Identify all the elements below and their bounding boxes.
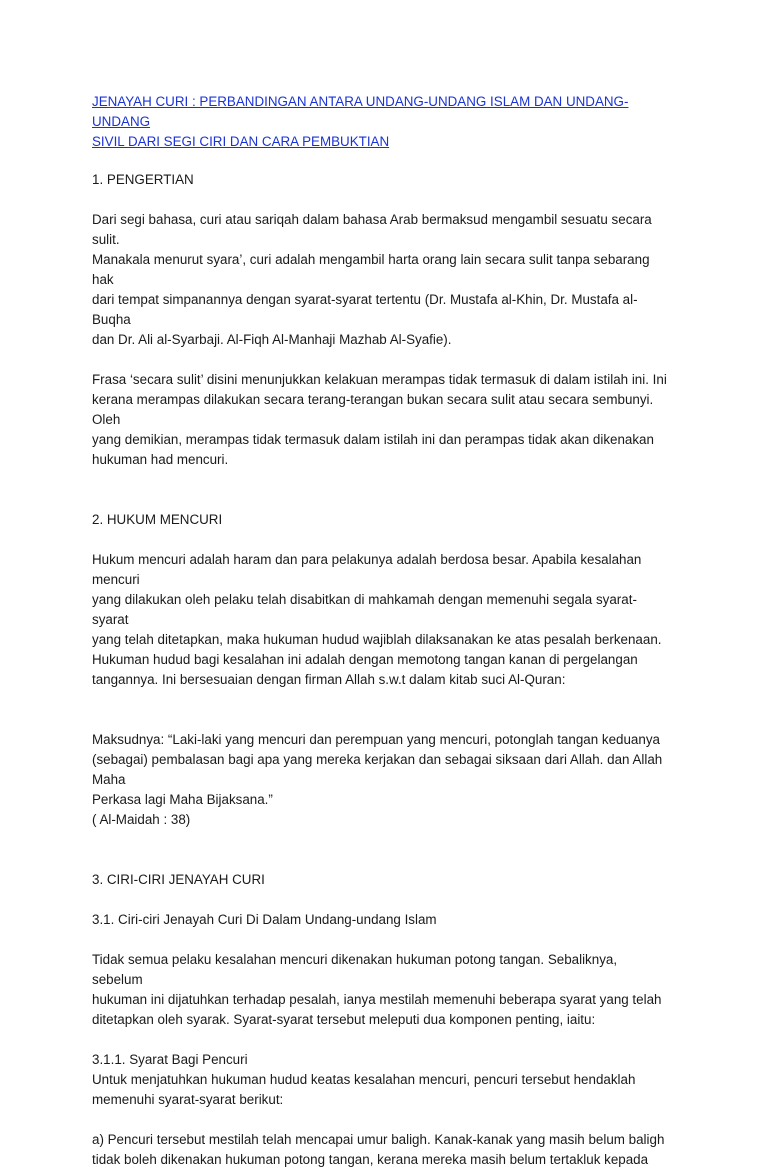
subsection-heading-3-1-1: 3.1.1. Syarat Bagi Pencuri (92, 1052, 248, 1067)
section-heading-hukum-mencuri: 2. HUKUM MENCURI (92, 512, 223, 527)
verse-reference: ( Al-Maidah : 38) (92, 812, 191, 827)
document-title-link[interactable] (92, 92, 668, 152)
text-line: Frasa ‘secara sulit’ disini menunjukkan kelakuan merampas tidak termasuk di dalam istilah ini. Ini (92, 372, 667, 387)
text-line: kerana merampas dilakukan secara terang-terangan bukan secara sulit atau secara sembunyi. Oleh (92, 392, 654, 427)
paragraph-hukum (92, 550, 668, 690)
paragraph-syarat-intro (92, 950, 668, 1030)
text-line: Tidak semua pelaku kesalahan mencuri dikenakan hukuman potong tangan. Sebaliknya, sebelum (92, 952, 618, 987)
section-heading-ciri-ciri: 3. CIRI-CIRI JENAYAH CURI (92, 872, 265, 887)
text-line: Maksudnya: “Laki-laki yang mencuri dan perempuan yang mencuri, potonglah tangan keduanya (92, 732, 660, 747)
text-line: yang dilakukan oleh pelaku telah disabitkan di mahkamah dengan memenuhi segala syarat-syarat (92, 592, 637, 627)
paragraph-syarat-a (92, 1130, 668, 1170)
text-line: Manakala menurut syara’, curi adalah mengambil harta orang lain secara sulit tanpa sebarang hak (92, 252, 650, 287)
title-line: JENAYAH CURI : PERBANDINGAN ANTARA UNDANG-UNDANG ISLAM DAN UNDANG-UNDANG (92, 94, 629, 129)
text-line: yang telah ditetapkan, maka hukuman hudud wajiblah dilaksanakan ke atas pesalah berkenaan. (92, 632, 662, 647)
text-line: tangannya. Ini bersesuaian dengan firman Allah s.w.t dalam kitab suci Al-Quran: (92, 672, 566, 687)
text-line: hukuman had mencuri. (92, 452, 229, 467)
text-line: Dari segi bahasa, curi atau sariqah dalam bahasa Arab bermaksud mengambil sesuatu secara sulit. (92, 212, 652, 247)
text-line: hukuman ini dijatuhkan terhadap pesalah, ianya mestilah memenuhi beberapa syarat yang telah (92, 992, 662, 1007)
paragraph-quran-verse (92, 730, 668, 830)
text-line: dari tempat simpanannya dengan syarat-syarat tertentu (Dr. Mustafa al-Khin, Dr. Mustafa al-Buqha (92, 292, 638, 327)
paragraph-definition (92, 210, 668, 350)
text-line: Perkasa lagi Maha Bijaksana.” (92, 792, 273, 807)
text-line: yang demikian, merampas tidak termasuk dalam istilah ini dan perampas tidak akan dikenakan (92, 432, 654, 447)
text-line: Hukum mencuri adalah haram dan para pelakunya adalah berdosa besar. Apabila kesalahan mencuri (92, 552, 642, 587)
paragraph-syarat-pencuri (92, 1070, 668, 1110)
title-line: SIVIL DARI SEGI CIRI DAN CARA PEMBUKTIAN (92, 134, 390, 149)
subsection-heading-3-1: 3.1. Ciri-ciri Jenayah Curi Di Dalam Undang-undang Islam (92, 912, 437, 927)
text-line: a) Pencuri tersebut mestilah telah mencapai umur baligh. Kanak-kanak yang masih belum baligh (92, 1132, 665, 1147)
text-line: Hukuman hudud bagi kesalahan ini adalah dengan memotong tangan kanan di pergelangan (92, 652, 638, 667)
text-line: memenuhi syarat-syarat berikut: (92, 1092, 284, 1107)
section-heading-pengertian: 1. PENGERTIAN (92, 172, 194, 187)
text-line: ditetapkan oleh syarak. Syarat-syarat tersebut meleputi dua komponen penting, iaitu: (92, 1012, 596, 1027)
text-line: Untuk menjatuhkan hukuman hudud keatas kesalahan mencuri, pencuri tersebut hendaklah (92, 1072, 636, 1087)
paragraph-secara-sulit (92, 370, 668, 470)
text-line: tidak boleh dikenakan hukuman potong tangan, kerana mereka masih belum tertakluk kepada (92, 1152, 649, 1167)
text-line: (sebagai) pembalasan bagi apa yang mereka kerjakan dan sebagai siksaan dari Allah. dan Allah Maha (92, 752, 663, 787)
text-line: dan Dr. Ali al-Syarbaji. Al-Fiqh Al-Manhaji Mazhab Al-Syafie). (92, 332, 452, 347)
